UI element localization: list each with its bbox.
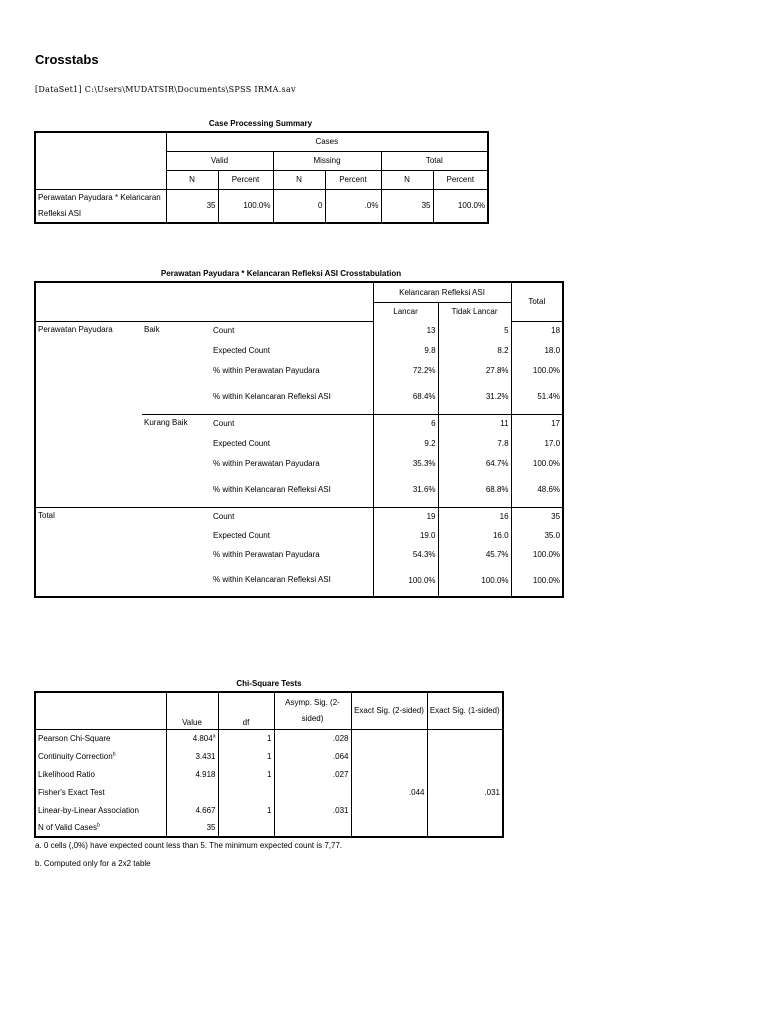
chisq-cell: [218, 819, 274, 837]
crosstab-cell: 48.6%: [537, 485, 561, 495]
crosstab-title: Perawatan Payudara * Kelancaran Refleksi ASI Crosstabulation: [160, 269, 402, 278]
footnote-a: a. 0 cells (,0%) have expected count less than 5. The minimum expected count is 7,77.: [35, 841, 343, 850]
crosstab-stat-label: % within Kelancaran Refleksi ASI: [211, 564, 373, 597]
crosstab-cell: 54.3%: [373, 545, 438, 564]
chisq-cell: 1: [218, 801, 274, 819]
chisq-cell: [166, 783, 218, 801]
crosstab-cell: 100.0%: [532, 365, 561, 375]
crosstab-cell: 7.8: [438, 433, 511, 453]
summary-cell: 100.0%: [218, 189, 273, 223]
chisq-col-header: Exact Sig. (2-sided): [351, 692, 427, 729]
crosstabulation-table: [34, 281, 564, 598]
summary-col-header: Percent: [218, 170, 273, 189]
crosstab-group-label: Kurang Baik: [142, 414, 211, 507]
crosstab-cell: 8.2: [438, 340, 511, 360]
crosstab-cell: 35: [511, 507, 563, 526]
crosstab-col-group: Kelancaran Refleksi ASI: [373, 282, 511, 302]
crosstab-col-header: Lancar: [373, 302, 438, 321]
summary-col-header: Percent: [325, 170, 381, 189]
case-processing-summary-table: [34, 131, 489, 224]
crosstab-cell: 11: [438, 414, 511, 433]
crosstab-cell: 16.0: [438, 526, 511, 545]
chisq-cell: 4.667: [166, 801, 218, 819]
chisq-row-label: Continuity Correction$^b$: [35, 747, 166, 765]
chisq-cell: [427, 765, 503, 783]
chisq-title: Chi-Square Tests: [236, 679, 302, 688]
crosstab-row-var: Perawatan Payudara: [38, 324, 113, 334]
crosstab-cell: 45.7%: [438, 545, 511, 564]
chisq-cell: 4.918: [166, 765, 218, 783]
summary-cell: 35: [166, 189, 218, 223]
dataset-path: [DataSet1] C:\Users\MUDATSIR\Documents\SPSS IRMA.sav: [35, 85, 296, 94]
crosstab-cell: 100.0%: [438, 564, 511, 597]
crosstab-col-header: Tidak Lancar: [438, 302, 511, 321]
crosstab-cell: 18: [551, 326, 561, 336]
chisq-cell: 1: [218, 747, 274, 765]
crosstab-cell: 100.0%: [532, 550, 561, 559]
chisq-cell: [427, 801, 503, 819]
footnote-marker: b: [112, 750, 116, 757]
crosstab-stat-label: Expected Count: [211, 526, 373, 545]
chisq-col-header: df: [218, 692, 274, 729]
summary-col-header: Percent: [433, 170, 488, 189]
crosstab-cell: 6: [373, 414, 438, 433]
crosstab-cell: 100.0%: [532, 458, 561, 468]
chisq-cell: [427, 747, 503, 765]
crosstab-stat-label: % within Perawatan Payudara: [211, 453, 373, 473]
crosstab-stat-label: % within Kelancaran Refleksi ASI: [211, 473, 373, 507]
summary-col-header: N: [273, 170, 325, 189]
crosstab-total-label: Total: [35, 507, 211, 597]
crosstab-cell: 35.0: [544, 531, 561, 540]
summary-group-header: Total: [381, 151, 488, 170]
crosstab-stat-label: Count: [211, 414, 373, 433]
chisq-cell: .031: [484, 787, 500, 797]
crosstab-stat-label: % within Perawatan Payudara: [211, 545, 373, 564]
chisq-cell: [351, 729, 427, 747]
chisq-corner: [35, 692, 166, 729]
crosstab-cell: 17.0: [544, 438, 561, 448]
chisq-cell: 4.804$^a$: [166, 729, 218, 747]
chisq-cell: 3.431: [166, 747, 218, 765]
chisq-col-header: Value: [166, 692, 218, 729]
chisq-col-header: Asymp. Sig. (2-sided): [274, 692, 351, 729]
chisq-cell: [351, 801, 427, 819]
crosstab-stat-label: Expected Count: [211, 340, 373, 360]
crosstab-cell: 5: [438, 321, 511, 340]
summary-title: Case Processing Summary: [208, 119, 313, 128]
summary-group-header: Valid: [166, 151, 273, 170]
chisq-row-label: Linear-by-Linear Association: [35, 801, 166, 819]
crosstab-cell: 68.8%: [438, 473, 511, 507]
crosstab-cell: 17: [511, 414, 563, 433]
summary-row-label: Perawatan Payudara * Kelancaran Refleksi ASI: [35, 189, 166, 223]
crosstab-stat-label: Count: [211, 321, 373, 340]
chisq-row-label: Likelihood Ratio: [35, 765, 166, 783]
crosstab-cell: 18.0: [544, 345, 561, 355]
crosstab-cell: 19.0: [373, 526, 438, 545]
chisq-cell: 1: [218, 729, 274, 747]
summary-cell: 100.0%: [433, 189, 488, 223]
chisq-cell: .031: [274, 801, 351, 819]
chisq-cell: [274, 783, 351, 801]
footnote-marker: a: [212, 733, 216, 740]
chisq-cell: [218, 783, 274, 801]
crosstab-cell: 9.2: [373, 433, 438, 453]
chisq-cell: [351, 819, 427, 837]
crosstab-cell: 51.4%: [537, 392, 561, 402]
crosstab-cell: 72.2%: [373, 360, 438, 380]
chisq-row-label: Pearson Chi-Square: [35, 729, 166, 747]
chi-square-tests-table: [34, 691, 504, 838]
chisq-cell: [274, 819, 351, 837]
chisq-cell: [427, 819, 503, 837]
crosstab-cell: 19: [373, 507, 438, 526]
crosstab-cell: 35.3%: [373, 453, 438, 473]
crosstab-cell: 100.0%: [532, 575, 561, 585]
summary-col-header: N: [381, 170, 433, 189]
chisq-cell: 35: [166, 819, 218, 837]
summary-cell: .0%: [325, 189, 381, 223]
crosstab-stat-label: % within Perawatan Payudara: [211, 360, 373, 380]
summary-cases-header: Cases: [166, 132, 488, 151]
chisq-cell: [427, 729, 503, 747]
summary-group-header: Missing: [273, 151, 381, 170]
summary-corner: [35, 132, 166, 189]
page-title: Crosstabs: [35, 52, 99, 67]
chisq-cell: [351, 747, 427, 765]
footnote-marker: b: [97, 822, 100, 829]
summary-col-header: N: [166, 170, 218, 189]
crosstab-stat-label: Count: [211, 507, 373, 526]
chisq-row-label: Fisher's Exact Test: [35, 783, 166, 801]
crosstab-group-label: Baik: [144, 324, 160, 334]
crosstab-cell: 68.4%: [373, 380, 438, 414]
chisq-cell: 1: [218, 765, 274, 783]
chisq-cell: [351, 765, 427, 783]
summary-cell: 0: [273, 189, 325, 223]
chisq-row-label: N of Valid Cases$^b$: [35, 819, 166, 837]
crosstab-cell: 64.7%: [438, 453, 511, 473]
crosstab-stat-label: Expected Count: [211, 433, 373, 453]
crosstab-corner: [35, 282, 373, 321]
crosstab-stat-label: % within Kelancaran Refleksi ASI: [211, 380, 373, 414]
footnote-b: b. Computed only for a 2x2 table: [35, 859, 151, 868]
chisq-col-header: Exact Sig. (1-sided): [427, 692, 503, 729]
crosstab-cell: 27.8%: [438, 360, 511, 380]
crosstab-cell: 31.2%: [438, 380, 511, 414]
crosstab-cell: 100.0%: [373, 564, 438, 597]
crosstab-total-col-header: Total: [511, 282, 563, 321]
summary-cell: 35: [381, 189, 433, 223]
crosstab-cell: 16: [438, 507, 511, 526]
chisq-cell: .044: [351, 783, 427, 801]
chisq-cell: .028: [274, 729, 351, 747]
crosstab-cell: 31.6%: [373, 473, 438, 507]
crosstab-cell: 9.8: [373, 340, 438, 360]
crosstab-cell: 13: [373, 321, 438, 340]
chisq-cell: .064: [274, 747, 351, 765]
chisq-cell: .027: [274, 765, 351, 783]
